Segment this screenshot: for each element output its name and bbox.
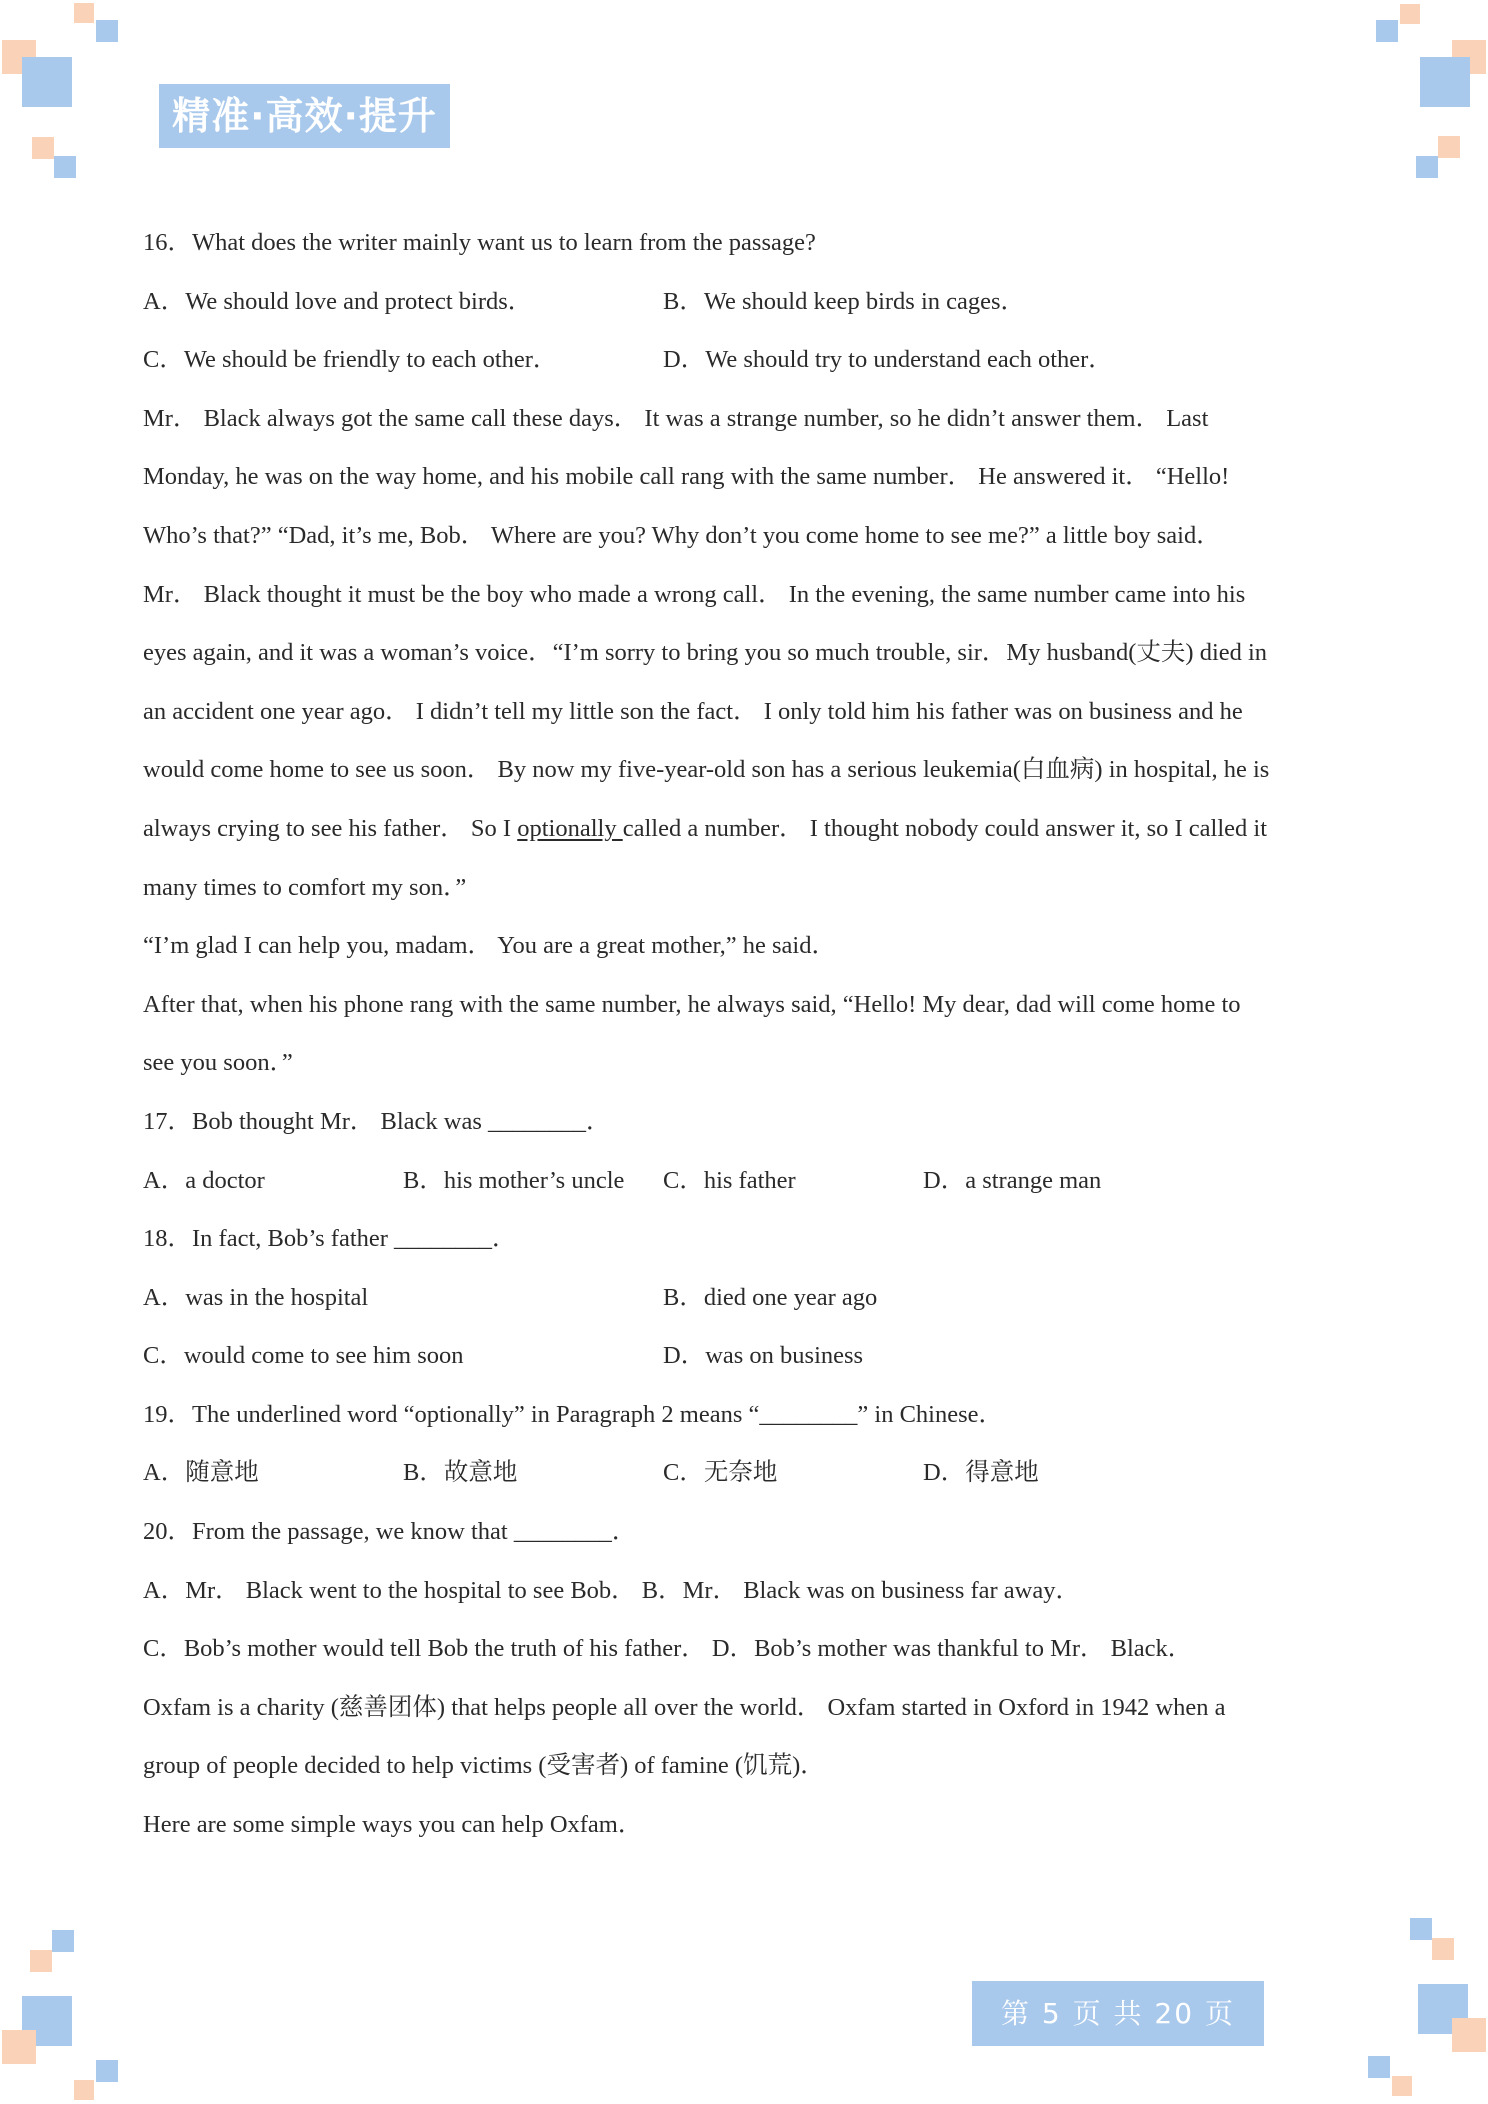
decor-square (1392, 2076, 1412, 2096)
answer-option: C．his father (663, 1166, 796, 1194)
answer-option: A．随意地 (143, 1459, 259, 1487)
decor-square (74, 2080, 94, 2100)
decor-square (1368, 2056, 1390, 2078)
document-body (143, 214, 1353, 1855)
decor-square (1416, 156, 1438, 178)
decor-square (52, 1930, 74, 1952)
decor-square (74, 3, 94, 23)
decor-square (1438, 136, 1460, 158)
decor-square (1376, 20, 1398, 42)
text-line: eyes again, and it was a woman’s voice．“I’m sorry to bring you so much trouble, sir．My husband(丈夫) died in (143, 639, 1268, 667)
answer-options (143, 331, 1353, 390)
answer-option: D．was on business (663, 1342, 864, 1370)
answer-option: D．得意地 (923, 1459, 1039, 1487)
decor-square (32, 137, 54, 159)
text-line: A．Mr． Black went to the hospital to see Bob． B．Mr． Black was on business far away． (143, 1576, 1080, 1604)
answer-option: A．We should love and protect birds． (143, 287, 533, 315)
underlined-word: optionally (517, 814, 623, 842)
answer-option: C．无奈地 (663, 1459, 778, 1487)
answer-option: D．We should try to understand each other． (663, 346, 1113, 374)
decor-square (2, 2030, 36, 2064)
decor-square (1452, 2018, 1486, 2052)
answer-option: C．would come to see him soon (143, 1342, 464, 1370)
brand-badge: 精准·高效·提升 (159, 84, 450, 148)
text-line: Who’s that?” “Dad, it’s me, Bob． Where are you? Why don’t you come home to see me?” a little boy said． (143, 521, 1221, 549)
text-line: an accident one year ago． I didn’t tell my little son the fact． I only told him his father was on business and he (143, 697, 1243, 725)
decor-square (1432, 1938, 1454, 1960)
decor-square (54, 156, 76, 178)
answer-option: B．We should keep birds in cages． (663, 287, 1026, 315)
text-line: Oxfam is a charity (慈善团体) that helps people all over the world． Oxfam started in Oxford in 1942 when a (143, 1693, 1226, 1721)
text-line: Here are some simple ways you can help Oxfam． (143, 1811, 643, 1839)
decor-square (1400, 4, 1420, 24)
decor-square (1410, 1918, 1432, 1940)
decor-square (96, 2060, 118, 2082)
text-line: Mr． Black always got the same call these days． It was a strange number, so he didn’t answer them． Last (143, 404, 1209, 432)
text-line: would come home to see us soon． By now my five-year-old son has a serious leukemia(白血病) in hospital, he is (143, 756, 1270, 784)
text-line: 18．In fact, Bob’s father ________． (143, 1225, 517, 1253)
decor-square (96, 20, 118, 42)
text-line: After that, when his phone rang with the same number, he always said, “Hello! My dear, dad will come home to (143, 990, 1241, 1018)
text-line: Monday, he was on the way home, and his mobile call rang with the same number． He answered it． “Hello! (143, 463, 1230, 491)
decor-square (1420, 57, 1470, 107)
decor-square (30, 1950, 52, 1972)
answer-option: B．his mother’s uncle (403, 1166, 625, 1194)
answer-option: C．We should be friendly to each other． (143, 346, 558, 374)
text-line: 20．From the passage, we know that ________． (143, 1518, 637, 1546)
answer-options (143, 1444, 1353, 1503)
answer-options (143, 273, 1353, 332)
text-line: 19．The underlined word “optionally” in Paragraph 2 means “________” in Chinese． (143, 1400, 1004, 1428)
text-segment: always crying to see his father． So I (143, 814, 518, 842)
text-line: group of people decided to help victims (受害者) of famine (饥荒)． (143, 1752, 825, 1780)
text-line: C．Bob’s mother would tell Bob the truth of his father． D．Bob’s mother was thankful to Mr． Black． (143, 1635, 1193, 1663)
answer-options (143, 1269, 1353, 1328)
answer-options (143, 1327, 1353, 1386)
answer-option: B．故意地 (403, 1459, 518, 1487)
page-number: 第 5 页 共 20 页 (972, 1981, 1264, 2046)
text-line: Mr． Black thought it must be the boy who made a wrong call． In the evening, the same number came into his (143, 580, 1246, 608)
answer-option: D．a strange man (923, 1166, 1102, 1194)
decor-square (22, 57, 72, 107)
text-line: “I’m glad I can help you, madam． You are a great mother,” he said． (143, 932, 836, 960)
text-line: 16．What does the writer mainly want us to learn from the passage? (143, 229, 816, 256)
text-line: many times to comfort my son．” (143, 873, 467, 901)
text-line: see you soon．” (143, 1049, 293, 1077)
answer-option: B．died one year ago (663, 1283, 878, 1311)
text-line: 17．Bob thought Mr． Black was ________． (143, 1107, 611, 1135)
text-segment: called a number． I thought nobody could answer it, so I called it (622, 814, 1268, 842)
text-line (143, 800, 1353, 859)
answer-option: A．was in the hospital (143, 1283, 369, 1311)
answer-option: A．a doctor (143, 1166, 265, 1194)
answer-options (143, 1152, 1353, 1211)
